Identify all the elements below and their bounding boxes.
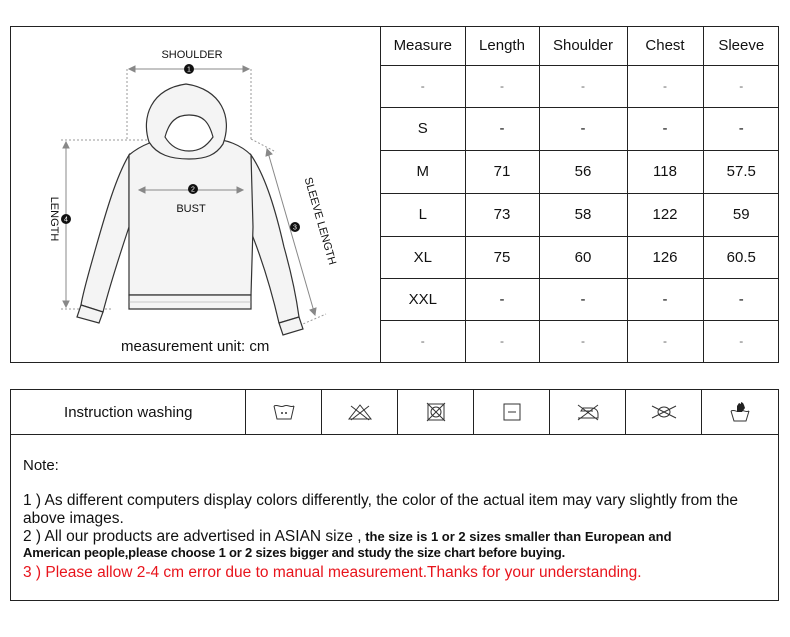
no-iron-icon <box>550 390 626 434</box>
notes-panel <box>10 435 779 601</box>
measurement-unit-text: measurement unit: cm <box>121 338 270 355</box>
header-shoulder: Shoulder <box>539 27 627 65</box>
washing-instructions-bar <box>10 389 779 435</box>
size-chart-panel <box>10 26 779 363</box>
table-row <box>381 278 779 320</box>
wash-30-icon <box>246 390 322 434</box>
washing-label: Instruction washing <box>11 390 246 434</box>
length-label: LENGTH <box>48 196 60 242</box>
note-2-rest: the size is 1 or 2 sizes smaller than European and <box>361 529 672 544</box>
table-cell: 60 <box>539 236 627 278</box>
table-row <box>381 107 779 150</box>
table-cell: - <box>539 278 627 320</box>
bust-label: BUST <box>176 203 206 215</box>
table-cell: - <box>627 65 703 107</box>
header-chest: Chest <box>627 27 703 65</box>
header-length: Length <box>465 27 539 65</box>
marker-3-text: 3 <box>293 224 297 232</box>
table-cell: 59 <box>703 193 779 236</box>
size-cell: XL <box>381 236 465 278</box>
garment-diagram <box>11 27 381 362</box>
table-cell: - <box>627 107 703 150</box>
table-cell: - <box>465 278 539 320</box>
no-tumble-dry-icon <box>398 390 474 434</box>
header-sleeve: Sleeve <box>703 27 779 65</box>
table-cell: 71 <box>465 150 539 193</box>
table-cell: - <box>627 320 703 362</box>
note-title: Note: <box>23 457 59 474</box>
table-row <box>381 236 779 278</box>
hoodie-illustration <box>11 27 381 362</box>
table-row <box>381 150 779 193</box>
size-cell: M <box>381 150 465 193</box>
sleeve-length-label: SLEEVE LENGTH <box>301 176 339 267</box>
note-1: 1 ) As different computers display colors differently, the color of the actual item may vary slightly from the above images. <box>23 492 739 527</box>
table-row <box>381 65 779 107</box>
size-cell: S <box>381 107 465 150</box>
table-cell: - <box>539 65 627 107</box>
shoulder-label: SHOULDER <box>161 49 223 61</box>
table-cell: - <box>703 320 779 362</box>
table-cell: 56 <box>539 150 627 193</box>
table-cell: 75 <box>465 236 539 278</box>
table-cell: - <box>381 320 465 362</box>
table-cell: 73 <box>465 193 539 236</box>
table-cell: 57.5 <box>703 150 779 193</box>
table-cell: - <box>465 320 539 362</box>
no-bleach-icon <box>322 390 398 434</box>
table-cell: 126 <box>627 236 703 278</box>
marker-4-text: 4 <box>64 216 68 224</box>
table-row <box>381 193 779 236</box>
header-measure: Measure <box>381 27 465 65</box>
table-cell: 58 <box>539 193 627 236</box>
table-cell: - <box>539 320 627 362</box>
marker-2-text: 2 <box>191 186 195 194</box>
table-cell: - <box>703 278 779 320</box>
size-table <box>381 27 779 362</box>
note-2-line-2: American people,please choose 1 or 2 sizes bigger and study the size chart before buying. <box>23 545 566 560</box>
no-dry-clean-icon <box>626 390 702 434</box>
size-cell: L <box>381 193 465 236</box>
table-cell: - <box>465 65 539 107</box>
hand-wash-icon <box>702 390 778 434</box>
table-row <box>381 320 779 362</box>
table-cell: - <box>465 107 539 150</box>
note-2 <box>23 528 672 546</box>
table-cell: 118 <box>627 150 703 193</box>
table-cell: - <box>539 107 627 150</box>
note-2-start: 2 ) All our products are advertised in ASIAN size , <box>23 528 362 545</box>
note-3: 3 ) Please allow 2-4 cm error due to manual measurement.Thanks for your understanding. <box>23 564 642 581</box>
table-cell: - <box>703 65 779 107</box>
table-cell: - <box>627 278 703 320</box>
table-cell: 122 <box>627 193 703 236</box>
marker-1-text: 1 <box>187 66 191 74</box>
dry-flat-icon <box>474 390 550 434</box>
table-cell: 60.5 <box>703 236 779 278</box>
table-header-row <box>381 27 779 65</box>
table-cell: - <box>703 107 779 150</box>
table-cell: - <box>381 65 465 107</box>
size-cell: XXL <box>381 278 465 320</box>
